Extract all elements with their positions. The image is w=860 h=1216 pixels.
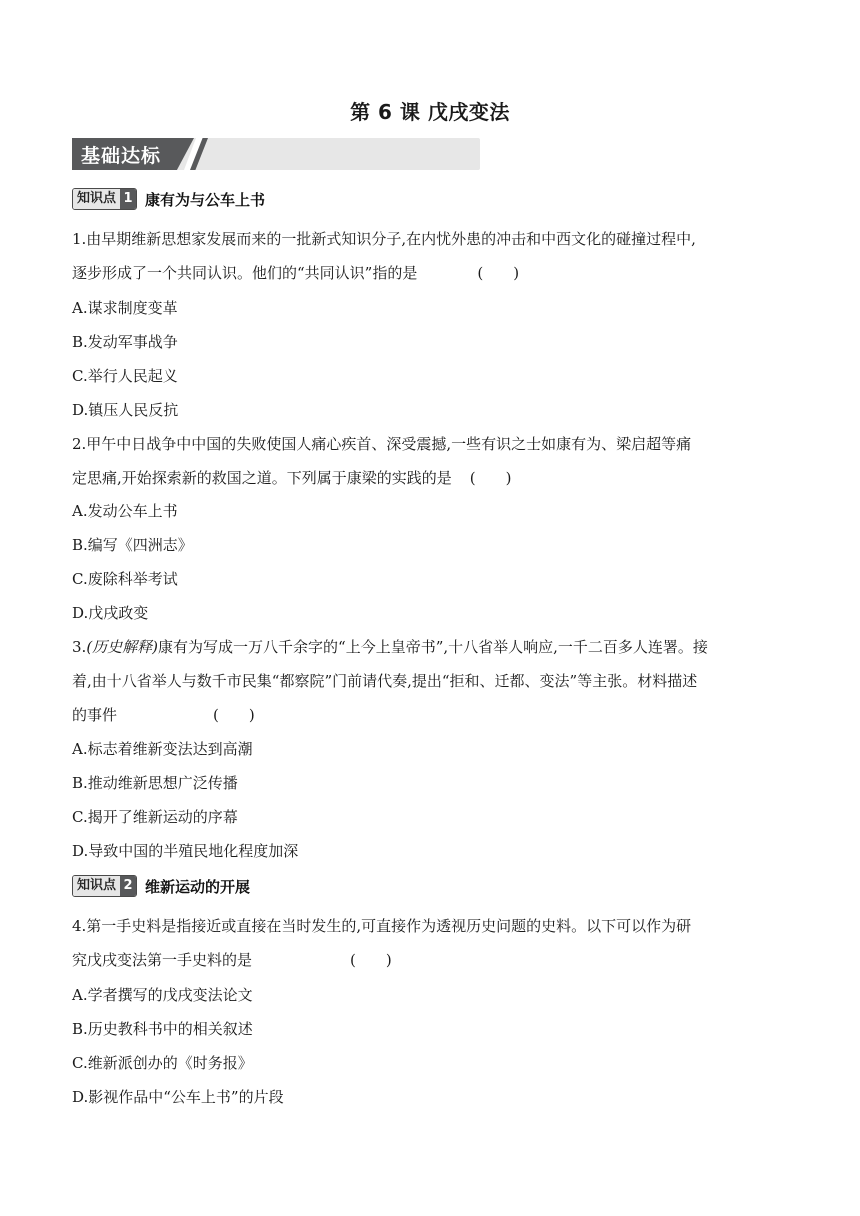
option-d: D.镇压人民反抗 [72,401,179,419]
question-3-line-2: 着,由十八省举人与数千市民集“都察院”门前请代奏,提出“拒和、迁都、变法”等主张。材料描述 [72,672,698,690]
knowledge-point-title: 维新运动的开展 [145,877,251,896]
option-a: A.谋求制度变革 [72,299,178,317]
answer-blank: ( ) [469,469,512,487]
question-3-line-1 [72,636,708,658]
option-b: B.推动维新思想广泛传播 [72,774,238,792]
question-2-line-1: 2.甲午中日战争中中国的失败使国人痛心疾首、深受震撼,一些有识之士如康有为、梁启超等痛 [72,435,692,453]
question-4-text: 究戊戌变法第一手史料的是 [72,951,253,969]
question-3-text-end: 的事件 [72,706,118,724]
knowledge-point-1 [72,187,265,211]
option-c: C.废除科举考试 [72,570,178,588]
knowledge-point-title: 康有为与公车上书 [145,190,266,209]
question-2-text: 定思痛,开始探索新的救国之道。下列属于康梁的实践的是 [72,469,452,487]
knowledge-point-2 [72,874,250,898]
question-1-text: 逐步形成了一个共同认识。他们的“共同认识”指的是 [72,264,418,282]
question-2-line-2 [72,467,512,489]
knowledge-point-number: 1 [120,189,136,209]
answer-blank: ( ) [213,706,255,724]
option-b: B.编写《四洲志》 [72,536,193,554]
question-3-tag: (历史解释) [86,638,159,656]
question-3-text: 康有为写成一万八千余字的“上今上皇帝书”,十八省举人响应,一千二百多人连署。接 [158,638,708,656]
option-a: A.标志着维新变法达到高潮 [72,740,253,758]
option-b: B.发动军事战争 [72,333,178,351]
option-c: C.举行人民起义 [72,367,178,385]
option-a: A.发动公车上书 [72,502,178,520]
question-4-line-1: 4.第一手史料是指接近或直接在当时发生的,可直接作为透视历史问题的史料。以下可以作为研 [72,917,692,935]
option-d: D.戊戌政变 [72,604,149,622]
option-d: D.导致中国的半殖民地化程度加深 [72,842,299,860]
knowledge-point-tag-text: 知识点 [73,189,120,209]
option-c: C.维新派创办的《时务报》 [72,1054,253,1072]
option-a: A.学者撰写的戊戌变法论文 [72,986,253,1004]
question-1-line-1: 1.由早期维新思想家发展而来的一批新式知识分子,在内忧外患的冲击和中西文化的碰撞过程中, [72,230,696,248]
answer-blank: ( ) [477,264,520,282]
knowledge-point-tag-text: 知识点 [73,876,120,896]
option-d: D.影视作品中“公车上书”的片段 [72,1088,284,1106]
knowledge-point-number: 2 [120,876,136,896]
section-label: 基础达标 [81,145,162,167]
knowledge-point-tag [72,188,137,210]
answer-blank: ( ) [350,951,392,969]
option-b: B.历史教科书中的相关叙述 [72,1020,253,1038]
knowledge-point-tag [72,875,137,897]
question-4-line-2 [72,949,392,971]
question-1-line-2 [72,262,519,284]
section-banner [72,138,480,170]
option-c: C.揭开了维新运动的序幕 [72,808,238,826]
question-3-line-3 [72,704,255,726]
question-3-number: 3. [72,638,87,656]
page-title: 第 6 课 戊戌变法 [350,100,510,124]
